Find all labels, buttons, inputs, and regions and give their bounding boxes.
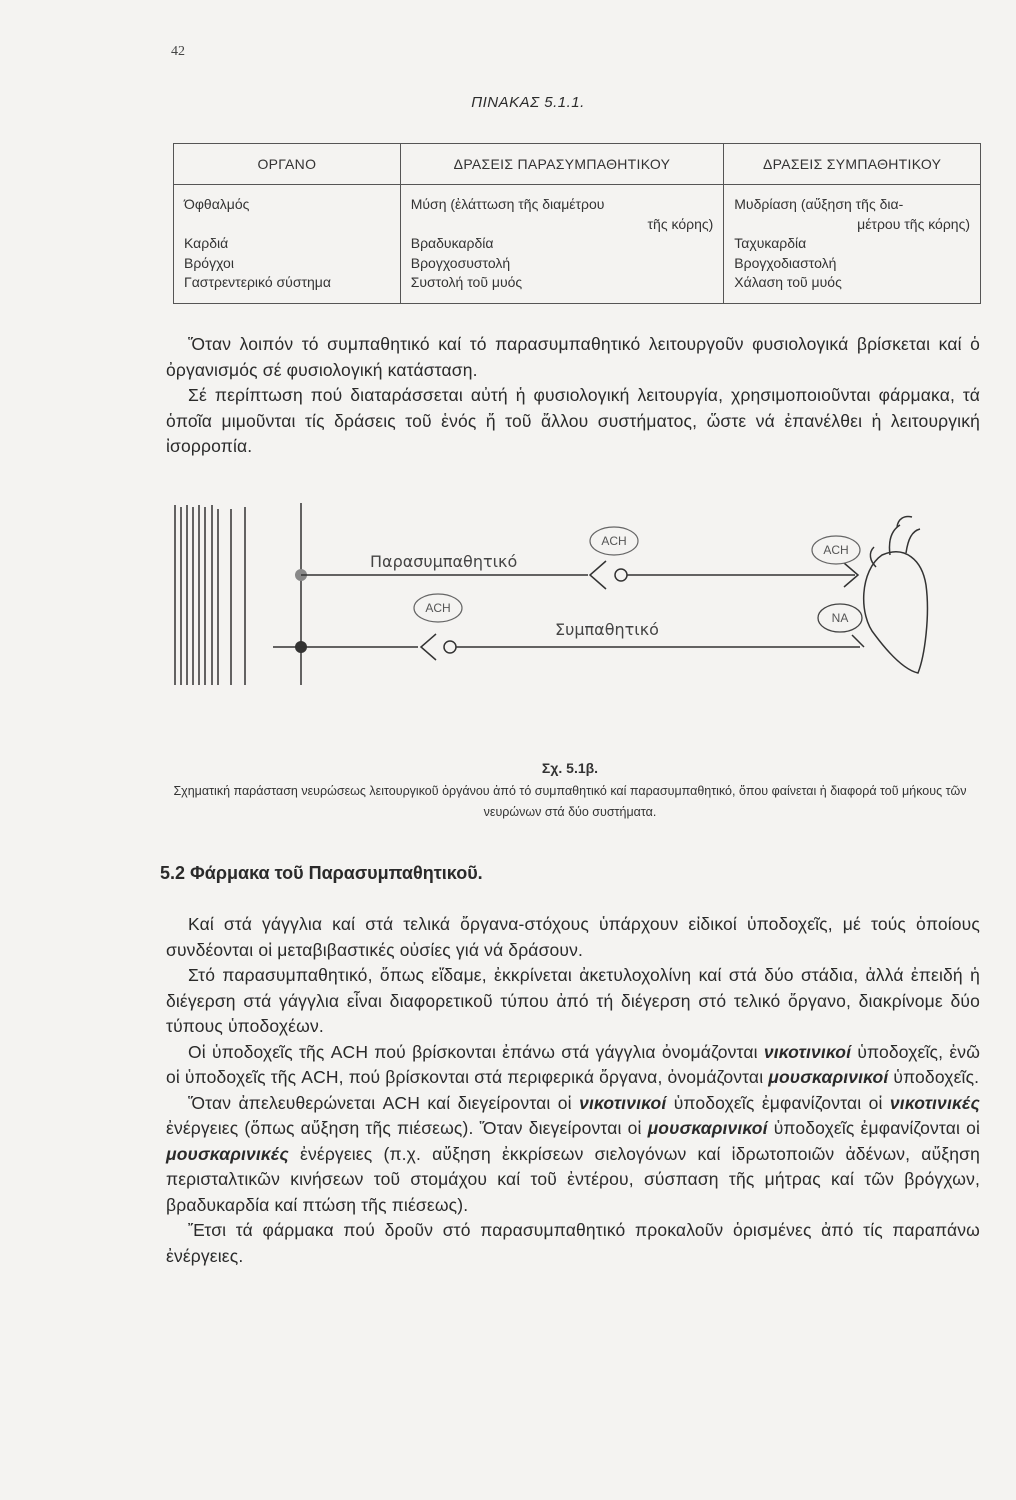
organ-gi: Γαστρεντερικό σύστημα: [184, 274, 331, 290]
para-bronchi: Βρογχοσυστολή: [410, 254, 511, 271]
parasympathetic-pathway: [295, 552, 858, 589]
symp-bronchi: Βρογχοδιαστολή: [734, 254, 837, 271]
para-heart: Βραδυκαρδία: [410, 235, 494, 251]
para-eye-line1: Μύση (ἐλάττωση τῆς διαμέτρου: [410, 196, 605, 212]
symp-gi: Χάλαση τοῦ μυός: [734, 274, 842, 290]
symp-heart: Ταχυκαρδία: [734, 235, 807, 251]
term-muscarinic-effects: μουσκαρινικές: [166, 1143, 289, 1164]
intro-paragraph-1: Ὅταν λοιπόν τό συμπαθητικό καί τό παρασυμπαθητικό λειτουργοῦν φυσιολογικά βρίσκεται καί ὁ ὀργανισμός σέ φυσιολογική κατάσταση.: [166, 334, 980, 380]
intro-paragraph-2: Σέ περίπτωση πού διαταράσσεται αὐτή ἡ φυσιολογική λειτουργία, χρησιμοποιοῦνται φάρμακα, τά ὁποῖα μιμοῦνται τίς δράσεις τοῦ ἑνός ἤ τοῦ ἄλλου συστήματος, ὥστε νά ἐπανέλθει ἡ λειτουργική ἰσορροπία.: [166, 385, 980, 456]
para-eye-line2: τῆς κόρης): [647, 215, 714, 232]
section-heading: 5.2 Φάρμακα τοῦ Παρασυμπαθητικοῦ.: [160, 863, 483, 883]
label-parasympathetic: Παρασυμπαθητικό: [370, 552, 518, 571]
symp-eye-line1: Μυδρίαση (αὔξηση τῆς δια-: [734, 196, 904, 212]
parasympathetic-column: [400, 185, 724, 304]
sympathetic-column: [724, 185, 981, 304]
organ-column: [174, 185, 401, 304]
figure-caption: [150, 758, 990, 823]
p3-text-b: ὑποδοχεῖς, ἐνῶ οἱ ὑποδοχεῖς τῆς ACH, πού βρίσκονται στά περιφερικά ὄργανα, ὀνομάζονται: [166, 1041, 981, 1087]
heart-icon: [864, 516, 928, 673]
organ-bronchi: Βρόγχοι: [184, 254, 234, 271]
label-sympathetic: Συμπαθητικό: [555, 620, 659, 639]
p4-text-d: ὑποδοχεῖς ἐμφανίζονται οἱ: [767, 1118, 981, 1138]
nerve-diagram: [170, 495, 930, 695]
na-label: NA: [831, 611, 849, 625]
p3-text-c: ὑποδοχεῖς.: [888, 1067, 980, 1087]
ach-label-3: ACH: [425, 601, 451, 615]
ach-ganglion-sympathetic: [414, 594, 462, 622]
term-muscarinic: μουσκαρινικοί: [768, 1067, 889, 1087]
header-organ: ΟΡΓΑΝΟ: [174, 144, 401, 185]
section-paragraph-2: Στό παρασυμπαθητικό, ὅπως εἴδαμε, ἐκκρίνεται ἀκετυλοχολίνη καί στά δύο στάδια, ἀλλά ἐπειδή ἡ διέγερση στά γάγγλια εἶναι διαφορετικοῦ τύπου ἀπό τή διέγερση στό τελικό ὄργανο, διακρίνομε δύο τύπους ὑποδοχέων.: [166, 965, 980, 1036]
section-paragraph-3: [166, 1040, 980, 1091]
term-muscarinic-receptors: μουσκαρινικοί: [647, 1118, 768, 1138]
organ-effects-table: [173, 143, 981, 304]
p3-text-a: Οἱ ὑποδοχεῖς τῆς ACH πού βρίσκονται ἐπάνω στά γάγγλια ὀνομάζονται: [188, 1041, 764, 1062]
header-parasympathetic: ΔΡΑΣΕΙΣ ΠΑΡΑΣΥΜΠΑΘΗΤΙΚΟΥ: [400, 144, 724, 185]
term-nicotinic-receptors: νικοτινικοί: [579, 1092, 667, 1113]
intro-text: [166, 332, 980, 460]
p4-text-a: Ὅταν ἀπελευθερώνεται ACH καί διεγείρονται οἱ: [188, 1092, 580, 1113]
figure-id: Σχ. 5.1β.: [541, 760, 599, 776]
table-header-row: [174, 144, 981, 185]
para-gi: Συστολή τοῦ μυός: [410, 274, 523, 290]
sympathetic-pathway: [273, 620, 864, 660]
section-paragraph-4: [166, 1091, 980, 1219]
ach-label-2: ACH: [823, 543, 849, 557]
p4-text-e: ἐνέργειες (π.χ. αὔξηση ἐκκρίσεων σιελογόνων καί ἱδρωτοποιῶν ἀδένων, αὔξηση περισταλτικῶν κινήσεων τοῦ στομάχου καί τοῦ ἐντέρου, σύσπαση τῆς μήτρας καί τῶν βρόγχων, βραδυκαρδία καί πτώση τῆς πιέσεως).: [166, 1143, 980, 1215]
section-paragraph-1: Καί στά γάγγλια καί στά τελικά ὄργανα-στόχους ὑπάρχουν εἰδικοί ὑποδοχεῖς, μέ τούς ὁποίους συνδέονται οἱ μεταβιβαστικές οὐσίες γιά νά δράσουν.: [166, 914, 980, 960]
term-nicotinic-effects: νικοτινικές: [889, 1092, 980, 1113]
symp-eye-line2: μέτρου τῆς κόρης): [857, 215, 970, 232]
section-paragraph-5: Ἔτσι τά φάρμακα πού δροῦν στό παρασυμπαθητικό προκαλοῦν ὁρισμένες ἀπό τίς παραπάνω ἐνέργειες.: [166, 1220, 980, 1266]
ach-target-parasympathetic: [812, 536, 860, 564]
na-target-sympathetic: [818, 604, 862, 632]
ach-ganglion-parasympathetic: [590, 527, 638, 555]
ach-label-1: ACH: [601, 534, 627, 548]
organ-eye: Όφθαλμός: [184, 196, 250, 212]
table-title: ΠΙΝΑΚΑΣ 5.1.1.: [471, 94, 585, 111]
table-row: [174, 185, 981, 304]
header-sympathetic: ΔΡΑΣΕΙΣ ΣΥΜΠΑΘΗΤΙΚΟΥ: [724, 144, 981, 185]
section-body: [166, 912, 980, 1269]
figure-caption-text: Σχηματική παράσταση νευρώσεως λειτουργικοῦ ὀργάνου ἀπό τό συμπαθητικό καί παρασυμπαθητικό, ὅπου φαίνεται ἡ διαφορά τοῦ μήκους τῶν νευρώνων στά δύο συστήματα.: [173, 784, 967, 819]
organ-heart: Καρδιά: [184, 235, 229, 251]
term-nicotinic: νικοτινικοί: [763, 1041, 852, 1062]
p4-text-b: ὑποδοχεῖς ἐμφανίζονται οἱ: [666, 1092, 890, 1113]
p4-text-c: ἐνέργειες (ὅπως αὔξηση τῆς πιέσεως). Ὅταν διεγείρονται οἱ: [166, 1118, 648, 1138]
page-number: 42: [171, 44, 185, 59]
spinal-cord-lines: [175, 503, 301, 685]
